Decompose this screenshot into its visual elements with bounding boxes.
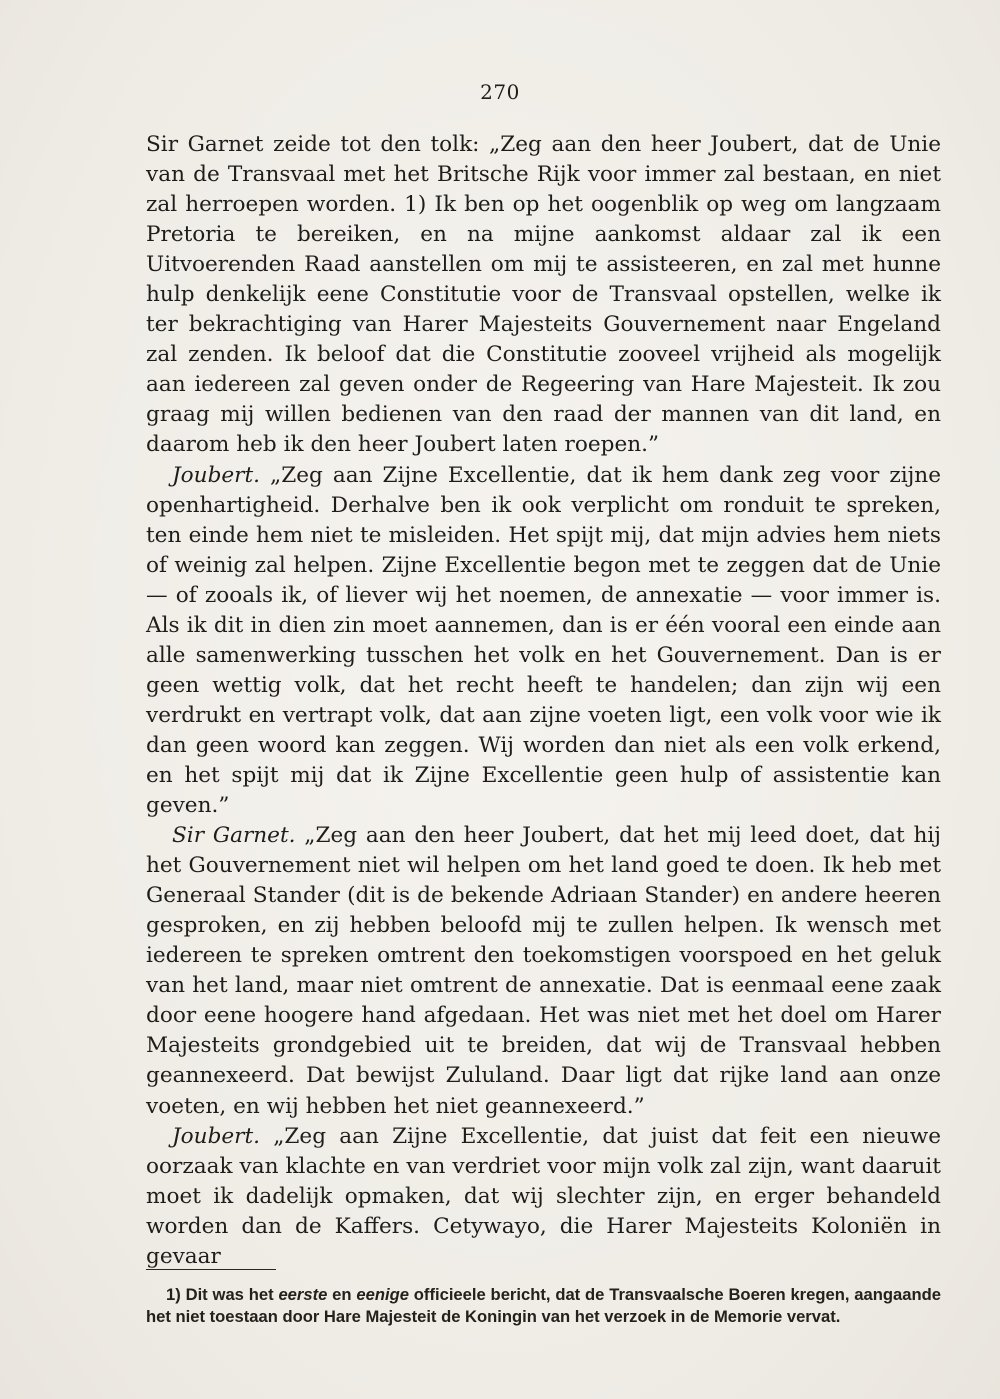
footnote-text-1: Dit was het: [180, 1285, 279, 1304]
paragraph-3-text: „Zeg aan den heer Joubert, dat het mij leed doet, dat hij het Gouvernement niet wil helpen om het land goed te doen. Ik heb met Generaal Stander (dit is de bekende Adriaan Stander) en andere heeren gesproken, en zij hebben beloofd mij te zullen helpen. Ik wensch met iedereen te spreken omtrent den toekomstigen voorspoed en het geluk van het land, maar niet omtrent de annexatie. Dat is eenmaal eene zaak door eene hoogere hand afgedaan. Het was niet met het doel om Harer Majesteits grondgebied uit te breiden, dat wij de Transvaal hebben geannexeerd. Dat bewijst Zululand. Daar ligt dat rijke land aan onze voeten, en wij hebben het niet geannexeerd.”: [146, 823, 941, 1119]
footnote-text-2: en: [327, 1285, 357, 1304]
footnote-emphasis-2: eenige: [356, 1285, 409, 1304]
body-text: [146, 130, 941, 1272]
paragraph-2-text: „Zeg aan Zijne Excellentie, dat ik hem dank zeg voor zijne openhartigheid. Derhalve ben ik ook verplicht om ronduit te spreken, ten einde hem niet te misleiden. Het spijt mij, dat mijn advies hem niets of weinig zal helpen. Zijne Excellentie begon met te zeggen dat de Unie — of zooals ik, of liever wij het noemen, de annexatie — voor immer is. Als ik dit in dien zin moet aannemen, dan is er één vooral een einde aan alle samenwerking tusschen het volk en het Gouvernement. Dan is er geen wettig volk, dat het recht heeft te handelen; dan zijn wij een verdrukt en vertrapt volk, dat aan zijne voeten ligt, een volk voor wie ik dan geen woord kan zeggen. Wij worden dan niet als een volk erkend, en het spijt mij dat ik Zijne Excellentie geen hulp of assistentie kan geven.”: [146, 462, 941, 819]
footnote-reference: 1): [404, 192, 427, 218]
paragraph-2: [146, 461, 941, 822]
footnote-marker: 1): [166, 1285, 181, 1304]
footnote-paragraph: [146, 1284, 941, 1328]
footnote: [146, 1284, 941, 1328]
paragraph-4: [146, 1122, 941, 1272]
footnote-text-3: officieele bericht, dat de Transvaalsche Boeren kregen, aangaande het niet toestaan door Hare Majesteit de Koningin van het verzoek in de Memorie vervat.: [146, 1285, 941, 1326]
page-number: 270: [480, 80, 520, 104]
speaker-label: Joubert.: [172, 462, 261, 488]
paragraph-3: [146, 821, 941, 1121]
footnote-emphasis-1: eerste: [278, 1285, 328, 1304]
paragraph-1: [146, 130, 941, 461]
footnote-divider: [146, 1269, 276, 1270]
speaker-label: Sir Garnet.: [172, 823, 296, 849]
paragraph-1-text-after-note: Ik ben op het oogenblik op weg om langzaam Pretoria te bereiken, en na mijne aankomst aldaar zal ik een Uitvoerenden Raad aanstellen om mij te assisteeren, en zal met hunne hulp denkelijk eene Constitutie voor de Transvaal opstellen, welke ik ter bekrachtiging van Harer Majesteits Gouvernement naar Engeland zal zenden. Ik beloof dat die Constitutie zooveel vrijheid als mogelijk aan iedereen zal geven onder de Regeering van Hare Majesteit. Ik zou graag mij willen bedienen van den raad der mannen van dit land, en daarom heb ik den heer Joubert laten roepen.”: [146, 192, 941, 458]
paragraph-4-text: „Zeg aan Zijne Excellentie, dat juist dat feit een nieuwe oorzaak van klachte en van verdriet voor mijn volk zal zijn, want daaruit moet ik dadelijk opmaken, dat wij slechter zijn, en erger behandeld worden dan de Kaffers. Cetywayo, die Harer Majesteits Koloniën in gevaar: [146, 1123, 941, 1269]
speaker-label: Joubert.: [172, 1123, 261, 1149]
paragraph-1-text-before-note: Sir Garnet zeide tot den tolk: „Zeg aan den heer Joubert, dat de Unie van de Transvaal met het Britsche Rijk voor immer zal bestaan, en niet zal herroepen worden.: [146, 132, 941, 218]
